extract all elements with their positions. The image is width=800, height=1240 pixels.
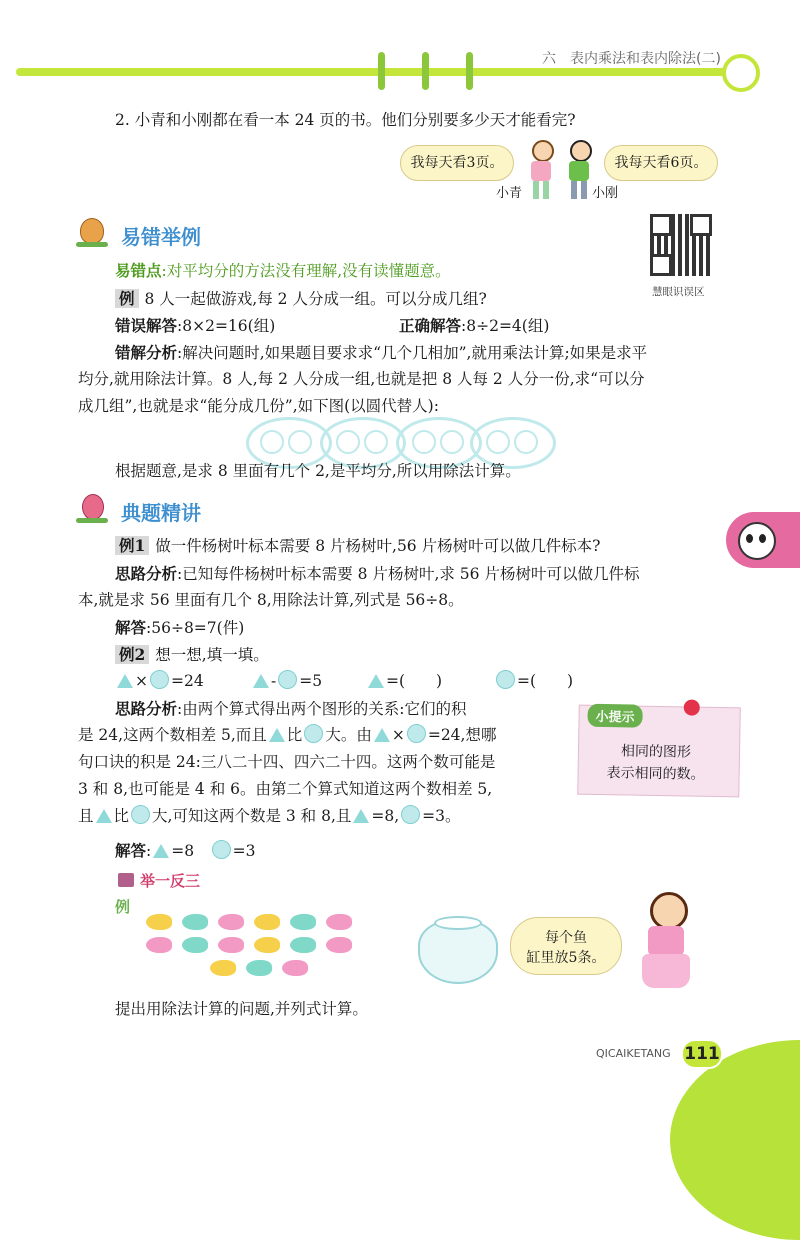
tip-title: 小提示: [587, 704, 642, 728]
example-1-analysis-line2: 本,就是求 56 里面有几个 8,用除法计算,列式是 56÷8。: [78, 591, 464, 609]
qr-code: [650, 214, 712, 276]
mistake-example: 例 8 人一起做游戏,每 2 人分成一组。可以分成几组?: [115, 286, 487, 312]
header-pin: [378, 52, 385, 90]
fish-icon: [254, 937, 280, 953]
triangle-icon: [368, 674, 384, 688]
fish-icon: [210, 960, 236, 976]
speech-bubble-qing: [400, 145, 514, 181]
example-2: 例2 想一想,填一填。: [115, 642, 269, 668]
header-emblem: [722, 54, 760, 92]
example-2-analysis-line3: 句口诀的积是 24:三八二十四、四六二十四。这两个数可能是: [78, 753, 496, 771]
triangle-icon: [117, 674, 133, 688]
mistakes-mascot-icon: [76, 218, 110, 248]
girl-speech-line1: 每个鱼: [545, 930, 587, 946]
practice-task: 提出用除法计算的问题,并列式计算。: [115, 1000, 368, 1018]
circle-icon: [401, 805, 420, 824]
mistakes-title: 易错举例: [121, 225, 201, 249]
footer-brand: QICAIKETANG: [596, 1047, 671, 1060]
triangle-icon: [153, 844, 169, 858]
mistake-analysis-line2: 均分,就用除法计算。8 人,每 2 人分成一组,也就是把 8 人每 2 人分一份,求“可以分: [78, 370, 645, 388]
triangle-icon: [269, 728, 285, 742]
mistake-analysis-line3: 成几组”,也就是求“能分成几份”,如下图(以圆代替人):: [78, 397, 439, 415]
fish-icon: [326, 914, 352, 930]
example-1-analysis-line1: 思路分析:已知每件杨树叶标本需要 8 片杨树叶,求 56 片杨树叶可以做几件标: [115, 564, 640, 583]
footer-corner: [670, 1040, 800, 1240]
fish-icon: [290, 914, 316, 930]
fish-icon: [282, 960, 308, 976]
triangle-icon: [353, 809, 369, 823]
girl-speech-line2: 缸里放5条。: [526, 950, 606, 966]
equation-4: =( ): [494, 669, 573, 694]
fish-icon: [146, 937, 172, 953]
equation-2: - =5: [251, 669, 322, 694]
example-2-analysis-line5: 且 比 大,可知这两个数是 3 和 8,且 =8, =3。: [78, 807, 461, 825]
fish-icon: [182, 937, 208, 953]
fish-icon: [246, 960, 272, 976]
gang-name: 小刚: [592, 186, 619, 201]
tip-line2: 表示相同的数。: [606, 765, 705, 783]
speech-bubble-gang: [604, 145, 718, 181]
equation-1: × =24: [115, 669, 204, 694]
example-tag: 例: [115, 289, 139, 308]
fish-icon: [254, 914, 280, 930]
fish-icon: [146, 914, 172, 930]
qing-name: 小青: [496, 186, 523, 201]
mistake-analysis-line1: 错解分析:解决问题时,如果题目要求求“几个几相加”,就用乘法计算;如果是求平: [115, 343, 648, 362]
circle-icon: [131, 805, 150, 824]
tip-note: [577, 705, 741, 798]
mistake-conclusion: 根据题意,是求 8 里面有几个 2,是平均分,所以用除法计算。: [115, 462, 521, 480]
equation-3: =( ): [366, 669, 442, 694]
fish-icon: [326, 937, 352, 953]
circle-icon: [278, 670, 297, 689]
fish-group: [146, 914, 416, 980]
practice-tag: 例: [115, 898, 131, 916]
circle-icon: [407, 724, 426, 743]
fish-icon: [182, 914, 208, 930]
practice-title: 举一反三: [140, 872, 201, 890]
page-number: 111: [681, 1039, 723, 1069]
qr-label: 慧眼识误区: [652, 286, 705, 298]
example-2-analysis-line1: 思路分析:由两个算式得出两个图形的关系:它们的积: [115, 699, 467, 718]
question-2: 2. 小青和小刚都在看一本 24 页的书。他们分别要多少天才能看完?: [115, 111, 576, 129]
example-2-answer: 解答: =8 =3: [115, 841, 256, 860]
xiaoqing-figure: [528, 140, 554, 200]
fish-icon: [290, 937, 316, 953]
fish-icon: [218, 937, 244, 953]
circle-icon: [304, 724, 323, 743]
right-answer: 正确解答:8÷2=4(组): [399, 316, 550, 335]
girl-figure: [636, 892, 696, 996]
circle-icon: [150, 670, 169, 689]
mistake-point: 易错点:对平均分的方法没有理解,没有读懂题意。: [115, 261, 451, 280]
qing-speech: 我每天看3页。: [410, 155, 504, 171]
header-pin: [422, 52, 429, 90]
example-1-answer: 解答:56÷8=7(件): [115, 618, 245, 637]
wrong-answer: 错误解答:8×2=16(组): [115, 316, 276, 335]
practice-book-icon: [118, 873, 134, 887]
triangle-icon: [253, 674, 269, 688]
tip-line1: 相同的图形: [620, 743, 692, 761]
chapter-title: 六 表内乘法和表内除法(二): [542, 51, 721, 67]
classic-title: 典题精讲: [121, 501, 201, 525]
circle-icon: [212, 840, 231, 859]
classic-mascot-icon: [76, 494, 110, 524]
triangle-icon: [96, 809, 112, 823]
side-tab: [726, 512, 800, 568]
pushpin-icon: [684, 699, 700, 715]
panda-icon: [738, 522, 776, 560]
example-2-analysis-line2: 是 24,这两个数相差 5,而且 比 大。由 × =24,想哪: [78, 726, 497, 744]
fish-icon: [218, 914, 244, 930]
triangle-icon: [374, 728, 390, 742]
header-pin: [466, 52, 473, 90]
fish-bowl: [418, 920, 498, 984]
example-1: 例1 做一件杨树叶标本需要 8 片杨树叶,56 片杨树叶可以做几件标本?: [115, 533, 600, 559]
circle-icon: [496, 670, 515, 689]
example-2-analysis-line4: 3 和 8,也可能是 4 和 6。由第二个算式知道这两个数相差 5,: [78, 780, 493, 798]
gang-speech: 我每天看6页。: [614, 155, 708, 171]
header-bar: [16, 68, 738, 76]
xiaogang-figure: [566, 140, 592, 200]
speech-bubble-girl: [510, 917, 622, 975]
